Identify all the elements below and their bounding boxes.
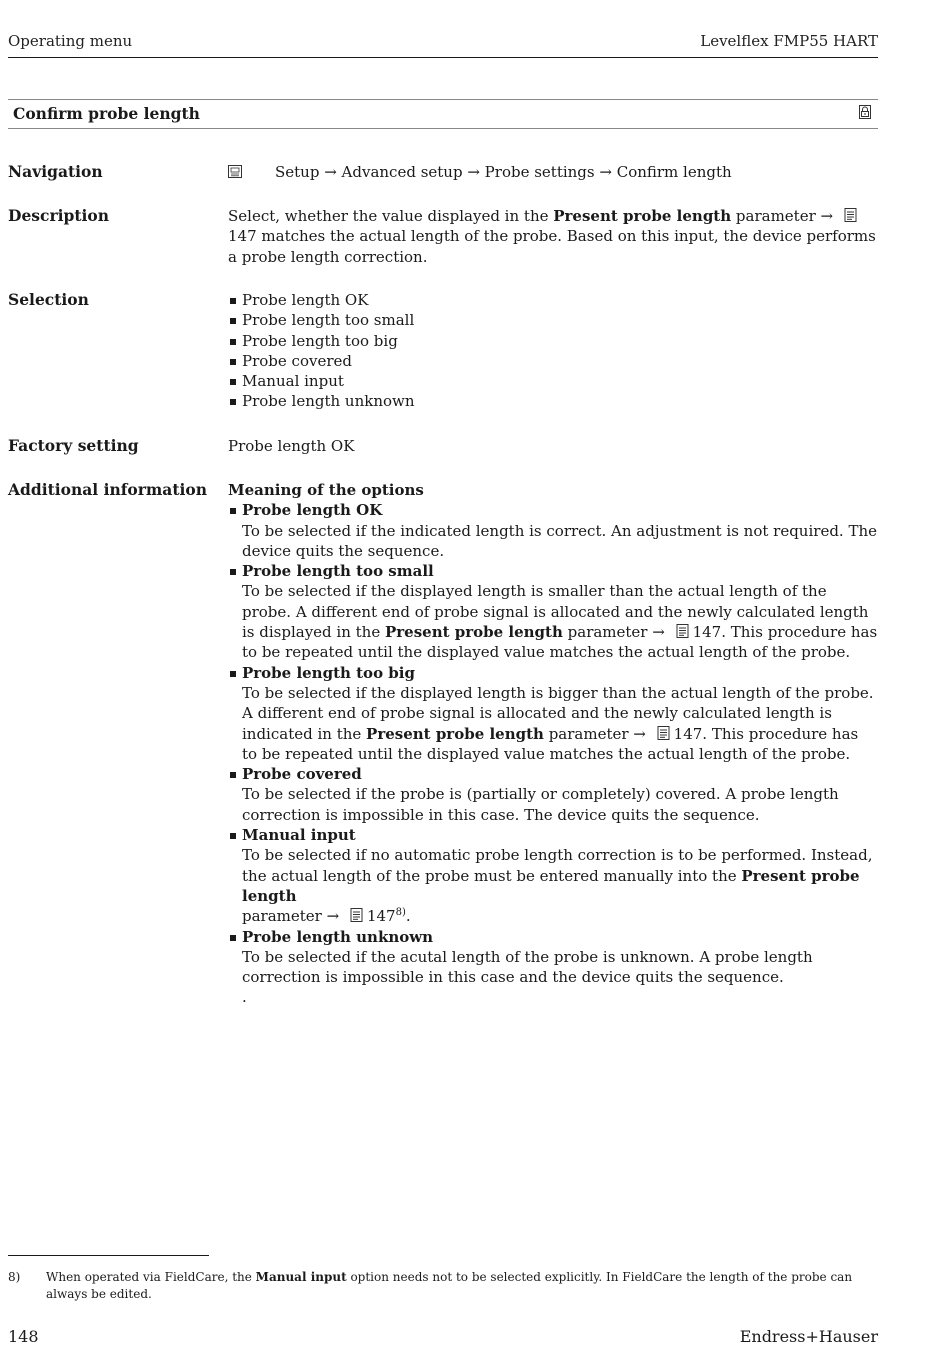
navigation-row — [228, 162, 878, 182]
options-heading: Meaning of the options — [228, 481, 424, 499]
page-reference-icon — [657, 726, 670, 740]
page-reference-icon — [350, 908, 363, 922]
parameter-title: Confirm probe length — [13, 104, 200, 123]
lock-icon — [859, 105, 871, 119]
parameter-title-bar — [8, 99, 878, 129]
page-reference-icon — [676, 624, 689, 638]
list-item: Probe length too big — [228, 331, 878, 351]
page-reference-icon — [844, 208, 857, 222]
navigation-label: Navigation — [8, 162, 103, 181]
option-text: To be selected if no automatic probe length correction is to be performed. Instead, the actual length of the probe must be entered manually into the Present probe length parameter → $147^{8)}$. — [242, 846, 873, 926]
footnote-number: 8) — [8, 1270, 21, 1284]
page-number: 148 — [8, 1327, 39, 1346]
list-item: Manual input — [228, 371, 878, 391]
menu-icon — [228, 165, 242, 178]
option-title: Manual input — [228, 825, 878, 845]
selection-list — [228, 290, 878, 412]
option-text: To be selected if the displayed length is bigger than the actual length of the probe. A different end of probe signal is allocated and the newly calculated length is indicated in the Present probe length parameter → 147. This procedure has to be repeated until the displayed value matches the actual length of the probe. — [242, 683, 874, 763]
parameter-link-name: Present probe length — [553, 207, 732, 225]
header-rule — [8, 57, 878, 58]
option-title: Probe length too big — [228, 663, 878, 683]
footnote-rule — [8, 1255, 209, 1256]
additional-info-label: Additional information — [8, 480, 208, 499]
running-header-product: Levelflex FMP55 HART — [700, 32, 878, 50]
trailing-dot: . — [242, 988, 247, 1007]
option-text: To be selected if the acutal length of the probe is unknown. A probe length correction is impossible in this case and the device quits the sequence. — [242, 947, 813, 987]
selection-label: Selection — [8, 290, 89, 309]
footnote-text: When operated via FieldCare, the Manual input option needs not to be selected explicitly. In FieldCare the length of the probe can always be edited. — [46, 1270, 853, 1301]
option-title: Probe length unknown — [228, 927, 878, 947]
description-label: Description — [8, 206, 110, 225]
option-text: To be selected if the indicated length is correct. An adjustment is not required. The device quits the sequence. — [242, 521, 877, 560]
list-item: Probe length OK — [228, 290, 878, 310]
list-item: Probe length unknown — [228, 391, 878, 411]
option-title: Probe length too small — [228, 561, 878, 581]
navigation-path: Setup → Advanced setup → Probe settings → Confirm length — [275, 163, 732, 181]
description-text: Select, whether the value displayed in the Present probe length parameter → 147 matches the actual length of the probe. Based on this input, the device performs a probe length correction. — [228, 207, 876, 266]
running-header-section: Operating menu — [8, 32, 133, 50]
additional-info — [228, 480, 878, 1008]
option-text: To be selected if the displayed length is smaller than the actual length of the probe. A different end of probe signal is allocated and the newly calculated length is displayed in the Present probe length parameter → 147. This procedure has to be repeated until the displayed value matches the actual length of the probe. — [242, 582, 878, 662]
option-title: Probe covered — [228, 764, 878, 784]
option-title: Probe length OK — [228, 500, 878, 520]
option-text: To be selected if the probe is (partially or completely) covered. A probe length correction is impossible in this case. The device quits the sequence. — [242, 785, 839, 824]
footnote-marker: 8) — [395, 907, 406, 919]
page-reference: 147 — [228, 227, 257, 246]
list-item: Probe length too small — [228, 310, 878, 330]
brand-name: Endress+Hauser — [739, 1327, 878, 1346]
factory-setting-value: Probe length OK — [228, 437, 355, 455]
list-item: Probe covered — [228, 351, 878, 371]
factory-setting-label: Factory setting — [8, 436, 139, 455]
